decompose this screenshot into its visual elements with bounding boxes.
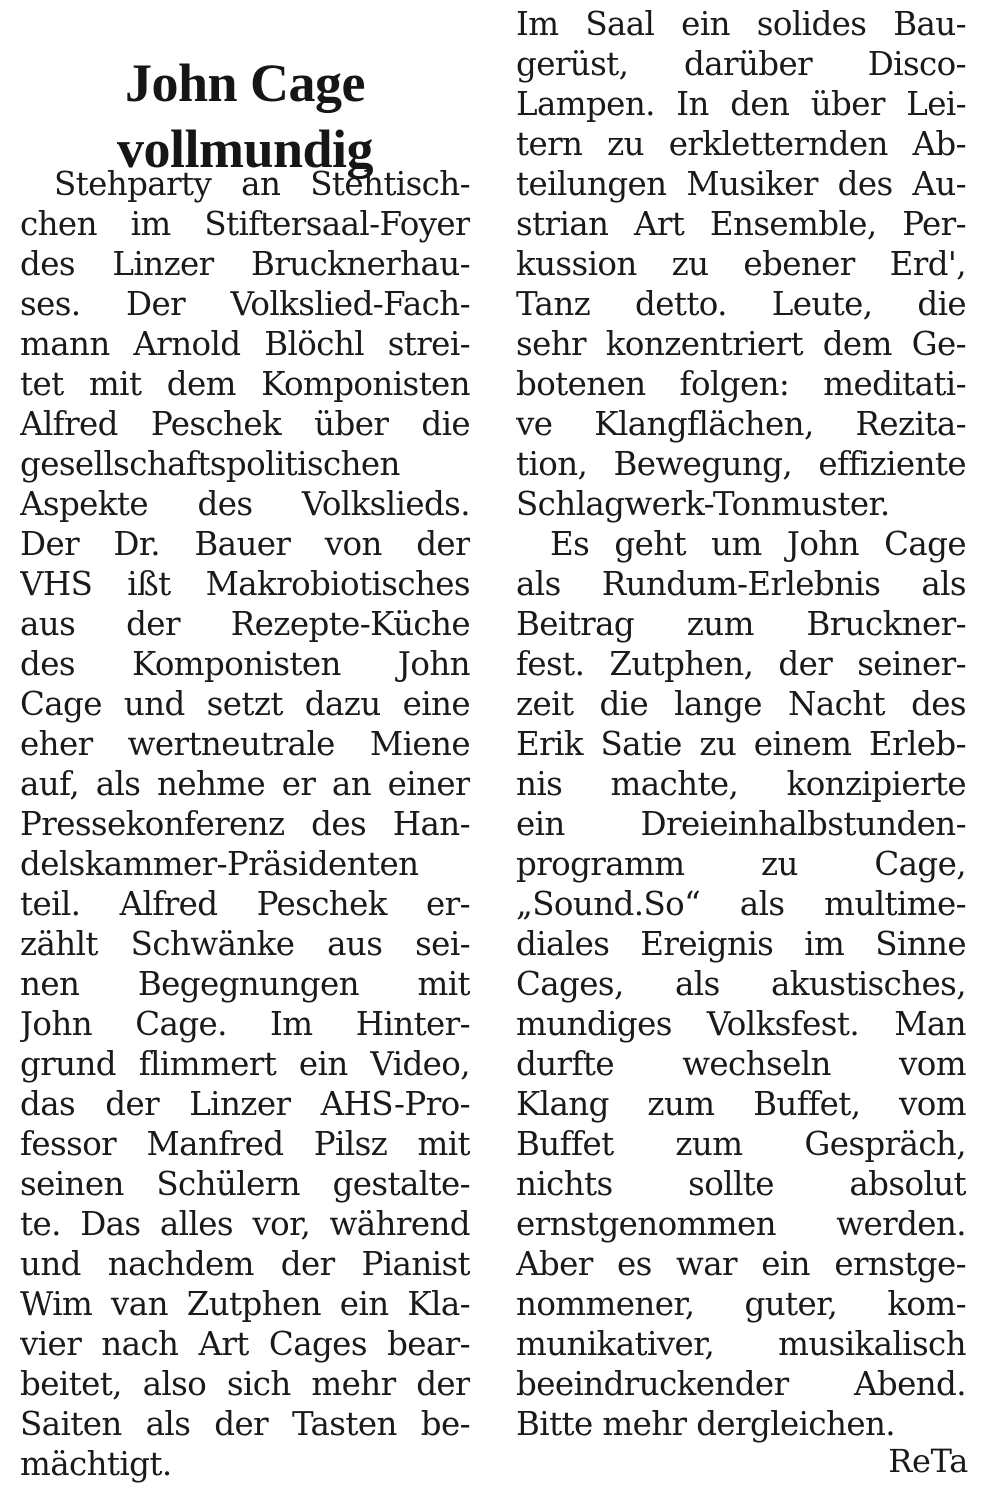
left-column bbox=[20, 164, 470, 1484]
text-line: durfte wechseln vom bbox=[516, 1045, 966, 1083]
text-line: botenen folgen: meditati- bbox=[516, 365, 966, 403]
text-line: nommener, guter, kom- bbox=[516, 1285, 966, 1323]
text-line: aus der Rezepte-Küche bbox=[20, 605, 470, 643]
text-line: des Komponisten John bbox=[20, 645, 470, 683]
text-line: das der Linzer AHS-Pro- bbox=[20, 1085, 470, 1123]
text-line: Wim van Zutphen ein Kla- bbox=[20, 1285, 470, 1323]
text-line: Klang zum Buffet, vom bbox=[516, 1085, 966, 1123]
text-line: Alfred Peschek über die bbox=[20, 405, 470, 443]
text-line: ernstgenommen werden. bbox=[516, 1205, 966, 1243]
text-line: mächtigt. bbox=[20, 1445, 172, 1483]
text-line: nichts sollte absolut bbox=[516, 1165, 966, 1203]
text-line: Pressekonferenz des Han- bbox=[20, 805, 470, 843]
text-line: tern zu erkletternden Ab- bbox=[516, 125, 966, 163]
text-line: Es geht um John Cage bbox=[550, 525, 966, 563]
text-line: delskammer-Präsidenten bbox=[20, 845, 419, 883]
text-line: kussion zu ebener Erd', bbox=[516, 245, 966, 283]
text-line: beitet, also sich mehr der bbox=[20, 1365, 470, 1403]
text-line: tion, Bewegung, effiziente bbox=[516, 445, 966, 483]
text-line: Beitrag zum Bruckner- bbox=[516, 605, 966, 643]
text-line: Aber es war ein ernstge- bbox=[516, 1245, 966, 1283]
text-line: Tanz detto. Leute, die bbox=[516, 285, 966, 323]
headline-line: vollmundig bbox=[116, 119, 374, 180]
text-line: te. Das alles vor, während bbox=[20, 1205, 470, 1243]
author-signature: ReTa bbox=[888, 1442, 968, 1480]
text-line: Stehparty an Stehtisch- bbox=[54, 165, 470, 203]
text-line: nen Begegnungen mit bbox=[20, 965, 470, 1003]
text-line: Bitte mehr dergleichen. bbox=[516, 1405, 896, 1443]
text-line: John Cage. Im Hinter- bbox=[20, 1005, 470, 1043]
text-line: teil. Alfred Peschek er- bbox=[20, 885, 470, 923]
text-line: chen im Stiftersaal-Foyer bbox=[20, 205, 470, 243]
text-line: Saiten als der Tasten be- bbox=[20, 1405, 470, 1443]
text-line: auf, als nehme er an einer bbox=[20, 765, 470, 803]
text-line: ein Dreieinhalbstunden- bbox=[516, 805, 966, 843]
text-line: grund flimmert ein Video, bbox=[20, 1045, 470, 1083]
text-line: und nachdem der Pianist bbox=[20, 1245, 470, 1283]
text-line: ve Klangflächen, Rezita- bbox=[516, 405, 966, 443]
text-line: gerüst, darüber Disco- bbox=[516, 45, 966, 83]
text-line: programm zu Cage, bbox=[516, 845, 966, 883]
text-line: vier nach Art Cages bear- bbox=[20, 1325, 470, 1363]
text-line: Der Dr. Bauer von der bbox=[20, 525, 470, 563]
text-line: munikativer, musikalisch bbox=[516, 1325, 966, 1363]
text-line: gesellschaftspolitischen bbox=[20, 445, 400, 483]
text-line: beeindruckender Abend. bbox=[516, 1365, 966, 1403]
text-line: Buffet zum Gespräch, bbox=[516, 1125, 966, 1163]
text-line: Lampen. In den über Lei- bbox=[516, 85, 966, 123]
text-line: strian Art Ensemble, Per- bbox=[516, 205, 966, 243]
text-line: Cage und setzt dazu eine bbox=[20, 685, 470, 723]
text-line: zählt Schwänke aus sei- bbox=[20, 925, 470, 963]
text-line: nis machte, konzipierte bbox=[516, 765, 966, 803]
right-column bbox=[516, 4, 966, 1444]
text-line: zeit die lange Nacht des bbox=[516, 685, 966, 723]
text-line: Aspekte des Volkslieds. bbox=[20, 485, 470, 523]
text-line: Schlagwerk-Tonmuster. bbox=[516, 485, 890, 523]
text-line: mundiges Volksfest. Man bbox=[516, 1005, 966, 1043]
text-line: tet mit dem Komponisten bbox=[20, 365, 470, 403]
text-line: diales Ereignis im Sinne bbox=[516, 925, 966, 963]
text-line: sehr konzentriert dem Ge- bbox=[516, 325, 966, 363]
text-line: VHS ißt Makrobiotisches bbox=[20, 565, 470, 603]
text-line: ses. Der Volkslied-Fach- bbox=[20, 285, 470, 323]
text-line: Im Saal ein solides Bau- bbox=[516, 5, 966, 43]
headline-line: John Cage bbox=[124, 53, 366, 114]
article-headline bbox=[22, 50, 468, 182]
text-line: als Rundum-Erlebnis als bbox=[516, 565, 966, 603]
text-line: fessor Manfred Pilsz mit bbox=[20, 1125, 470, 1163]
text-line: mann Arnold Blöchl strei- bbox=[20, 325, 470, 363]
text-line: fest. Zutphen, der seiner- bbox=[516, 645, 966, 683]
text-line: eher wertneutrale Miene bbox=[20, 725, 470, 763]
text-line: teilungen Musiker des Au- bbox=[516, 165, 966, 203]
text-line: Cages, als akustisches, bbox=[516, 965, 966, 1003]
text-line: seinen Schülern gestalte- bbox=[20, 1165, 470, 1203]
text-line: des Linzer Brucknerhau- bbox=[20, 245, 470, 283]
text-line: Erik Satie zu einem Erleb- bbox=[516, 725, 966, 763]
text-line: „Sound.So“ als multime- bbox=[516, 885, 966, 923]
